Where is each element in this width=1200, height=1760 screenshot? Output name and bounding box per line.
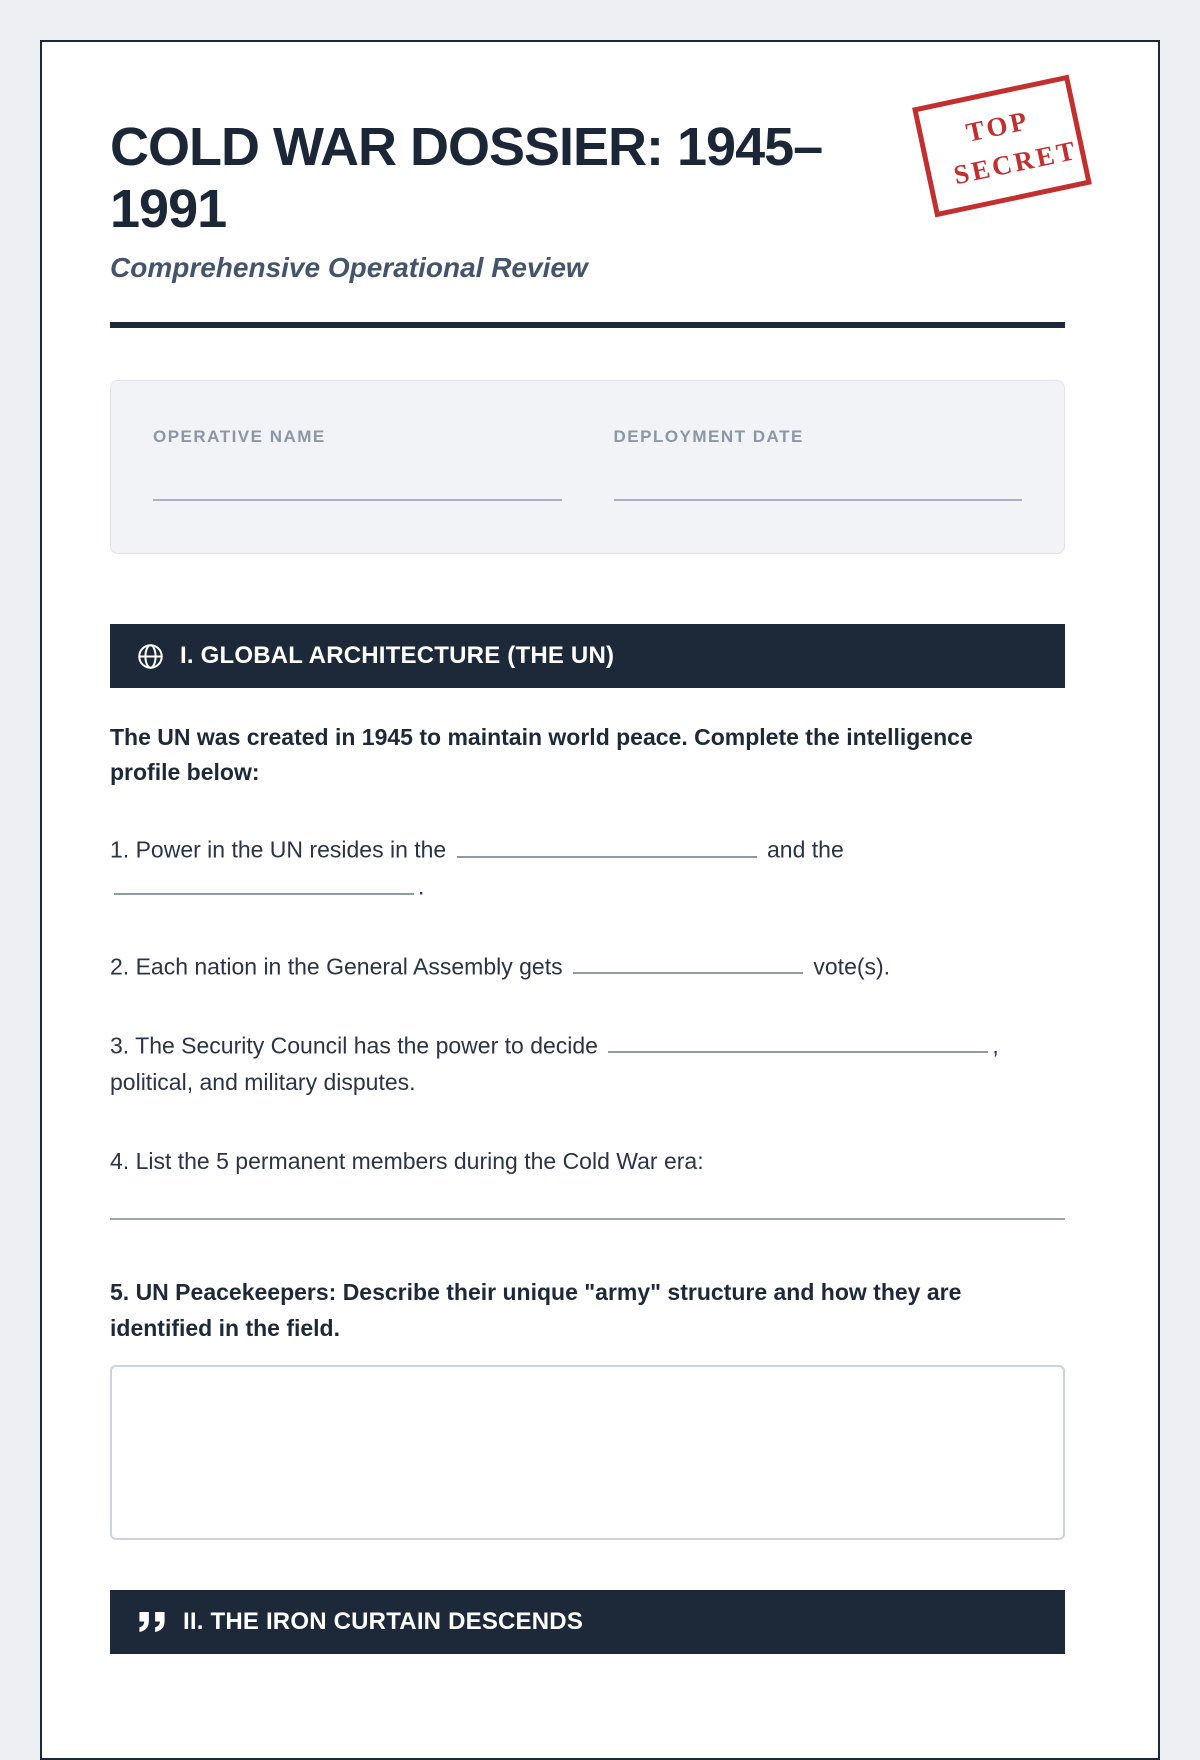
question-5-answer-box[interactable] bbox=[110, 1365, 1065, 1540]
top-secret-stamp bbox=[912, 75, 1092, 218]
question-1-text-1: 1. Power in the UN resides in the bbox=[110, 836, 447, 863]
globe-icon bbox=[137, 643, 164, 670]
question-3-text-2: , political, and military disputes. bbox=[110, 1032, 999, 1096]
question-1-blank-2[interactable] bbox=[114, 868, 414, 894]
section-1-title: I. GLOBAL ARCHITECTURE (THE UN) bbox=[180, 642, 615, 670]
question-2-text-1: 2. Each nation in the General Assembly gets bbox=[110, 953, 563, 979]
section-1-intro: The UN was created in 1945 to maintain world peace. Complete the intelligence profile below: bbox=[110, 724, 973, 785]
deployment-date-input-line[interactable] bbox=[614, 499, 1023, 501]
operative-name-field bbox=[153, 427, 562, 501]
question-3-blank-1[interactable] bbox=[608, 1027, 988, 1053]
question-4-answer-line[interactable] bbox=[110, 1218, 1065, 1220]
question-1-text-3: . bbox=[418, 873, 425, 900]
quote-icon bbox=[137, 1611, 167, 1633]
deployment-date-label: DEPLOYMENT DATE bbox=[613, 427, 804, 447]
top-secret-stamp-text: TOP SECRET bbox=[950, 105, 1081, 191]
question-1 bbox=[110, 831, 1065, 905]
question-1-text-2: and the bbox=[767, 836, 844, 863]
deployment-date-field bbox=[614, 427, 1023, 501]
question-4: 4. List the 5 permanent members during the Cold War era: bbox=[110, 1147, 704, 1174]
question-2-blank-1[interactable] bbox=[573, 948, 803, 974]
question-5: 5. UN Peacekeepers: Describe their unique "army" structure and how they are identified in the field. bbox=[110, 1278, 962, 1342]
page-title: COLD WAR DOSSIER: 1945–1991 bbox=[110, 117, 823, 239]
dossier-page bbox=[40, 40, 1160, 1760]
section-2-title: II. THE IRON CURTAIN DESCENDS bbox=[183, 1608, 584, 1636]
section-1-header bbox=[110, 624, 1065, 688]
question-2 bbox=[110, 948, 1065, 985]
question-3 bbox=[110, 1027, 1065, 1101]
question-3-text-1: 3. The Security Council has the power to decide bbox=[110, 1032, 598, 1059]
question-1-blank-1[interactable] bbox=[457, 831, 757, 857]
question-2-text-2: vote(s). bbox=[813, 953, 891, 979]
operative-name-label: OPERATIVE NAME bbox=[153, 427, 326, 447]
operative-name-input-line[interactable] bbox=[153, 499, 562, 501]
page-subtitle: Comprehensive Operational Review bbox=[110, 252, 588, 284]
header-divider bbox=[110, 322, 1065, 328]
operative-info-box bbox=[110, 380, 1065, 554]
